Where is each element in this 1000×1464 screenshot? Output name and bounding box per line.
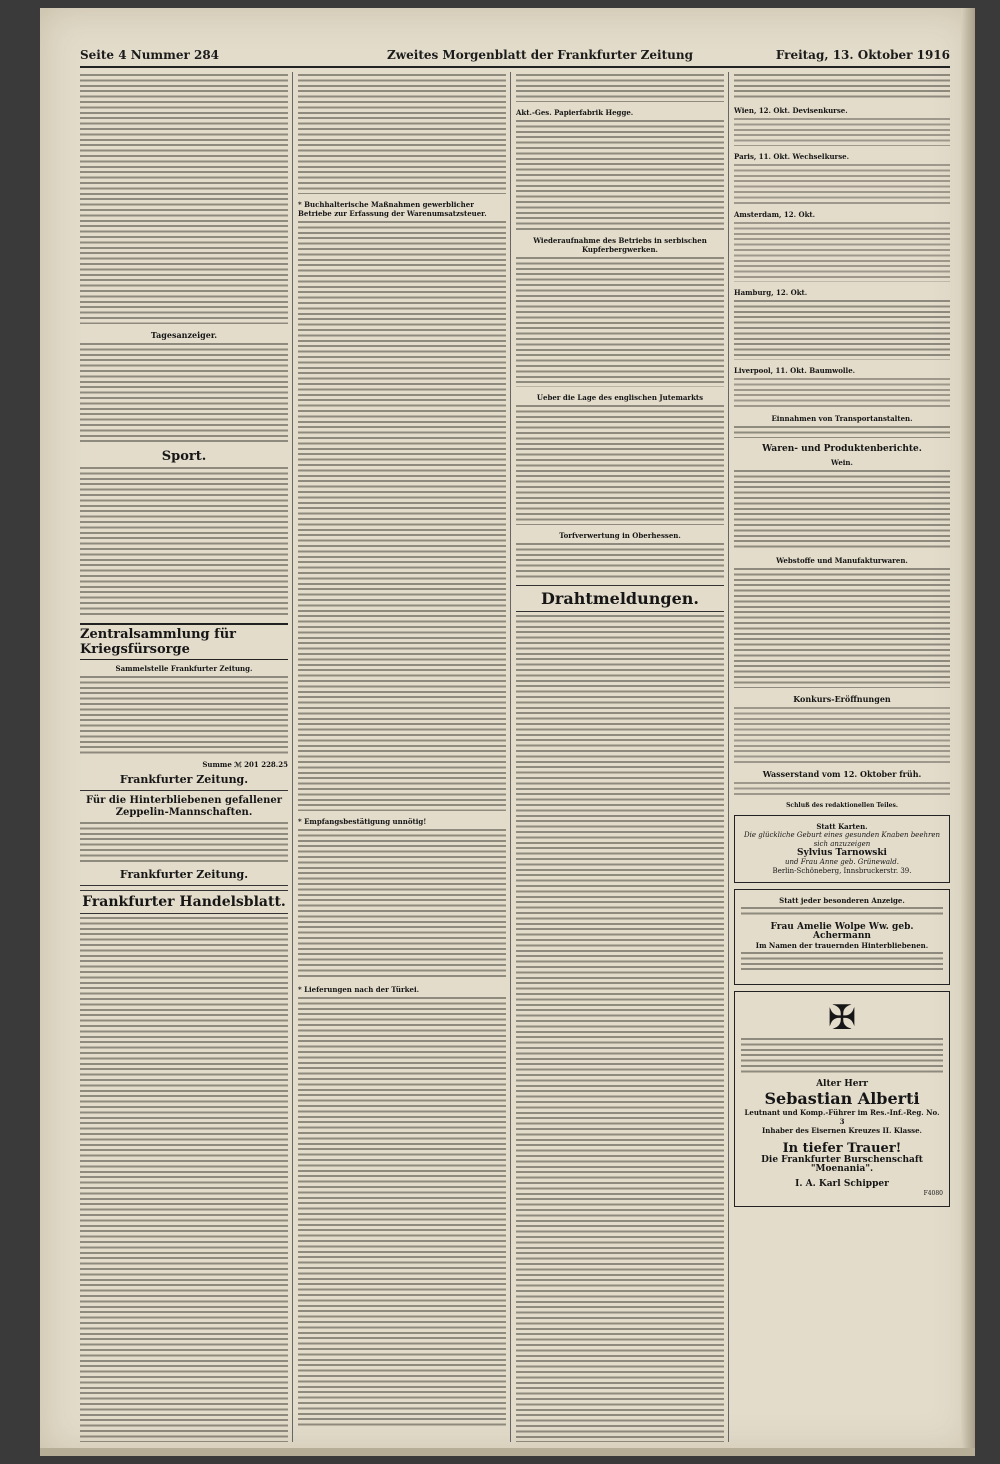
konkurs-table [734, 707, 950, 763]
column-rule [510, 72, 511, 1442]
column-rule [292, 72, 293, 1442]
iron-cross-icon: ✠ [827, 998, 857, 1038]
wien-heading: Wien, 12. Okt. Devisenkurse. [734, 106, 848, 115]
column-rule [728, 72, 729, 1442]
article-text [80, 822, 288, 862]
page-edge [961, 8, 975, 1456]
alberti-decoration: Inhaber des Eisernen Kreuzes II. Klasse. [762, 1126, 922, 1135]
schluss-line: Schluß des redaktionellen Teiles. [786, 802, 898, 809]
signatory: I. A. Karl Schipper [795, 1179, 889, 1189]
parent-wife: und Frau Anne geb. Grünewald. [784, 858, 900, 866]
article-text [516, 120, 724, 230]
article-text [516, 543, 724, 579]
article-text [516, 615, 724, 1442]
deceased-name: Frau Amelie Wolpe Ww. geb. Achermann [770, 922, 914, 941]
rates-table [734, 118, 950, 146]
birth-announcement [734, 815, 950, 883]
mourners-line: Im Namen der trauernden Hinterbliebenen. [755, 941, 929, 950]
oberhessen-heading: Torfverwertung in Oberhessen. [559, 531, 681, 540]
newspaper-page [40, 8, 975, 1456]
masthead-date: Freitag, 13. Oktober 1916 [775, 48, 950, 62]
article-text [734, 74, 950, 100]
ffz-signature: Frankfurter Zeitung. [119, 773, 249, 786]
article-text [80, 74, 288, 324]
statt-anzeige: Statt jeder besonderen Anzeige. [779, 896, 905, 905]
column-4 [734, 72, 950, 1442]
alberti-name: Sebastian Alberti [764, 1089, 920, 1108]
rates-table [734, 222, 950, 282]
masthead [80, 48, 950, 68]
hinterbliebene-heading: Für die Hinterbliebenen gefallener Zeppelin-Mannschaften. [85, 795, 283, 818]
papierfabrik-heading: Akt.-Ges. Papierfabrik Hegge. [516, 108, 634, 117]
webstoffe-heading: Webstoffe und Manufakturwaren. [776, 556, 908, 565]
article-text [516, 74, 724, 102]
article-text [516, 257, 724, 387]
wasserstand-heading: Wasserstand vom 12. Oktober früh. [762, 769, 922, 779]
death-announcement-alberti [734, 991, 950, 1207]
ad-text [741, 907, 943, 917]
article-text [80, 917, 288, 1442]
waren-heading: Waren- und Produktenberichte. [762, 444, 922, 454]
article-text [734, 300, 950, 360]
article-text [80, 343, 288, 443]
zentral-heading: Zentralsammlung für Kriegsfürsorge [80, 623, 288, 660]
burschenschaft: Die Frankfurter Burschenschaft [761, 1155, 923, 1165]
alter-herr: Alter Herr [816, 1079, 868, 1089]
handelsblatt-heading: Frankfurter Handelsblatt. [80, 890, 288, 914]
tagesanzeiger-heading: Tagesanzeiger. [150, 330, 218, 340]
birth-text: Die glückliche Geburt eines gesunden Knaben beehren sich anzuzeigen [744, 831, 940, 848]
buchhalterisch-heading: * Buchhalterische Maßnahmen gewerblicher Betriebe zur Erfassung der Warenumsatzsteuer. [298, 200, 487, 218]
alberti-rank: Leutnant und Komp.-Führer im Res.-Inf.-Reg. No. 3 [744, 1108, 940, 1126]
rates-table [734, 164, 950, 204]
liverpool-heading: Liverpool, 11. Okt. Baumwolle. [734, 366, 856, 375]
ffz-signature-2: Frankfurter Zeitung. [119, 868, 249, 881]
wasserstand-table [734, 782, 950, 796]
paris-heading: Paris, 11. Okt. Wechselkurse. [734, 152, 850, 161]
wein-heading: Wein. [831, 458, 853, 467]
ad-text [741, 1038, 943, 1074]
parent-name: Sylvius Tarnowski [797, 848, 887, 858]
divider [80, 885, 288, 886]
konkurs-heading: Konkurs-Eröffnungen [793, 694, 891, 704]
article-text [298, 74, 506, 194]
article-text [298, 997, 506, 1427]
article-text [298, 221, 506, 811]
lieferungen-heading: * Lieferungen nach der Türkei. [298, 985, 420, 994]
column-2 [298, 72, 506, 1442]
masthead-left: Seite 4 Nummer 284 [80, 48, 220, 62]
column-3 [516, 72, 724, 1442]
article-text [734, 568, 950, 688]
wiederaufnahme-heading: Wiederaufnahme des Betriebs in serbischen Kupferbergwerken. [533, 236, 707, 254]
page-bottom-edge [40, 1448, 975, 1456]
article-text [734, 470, 950, 550]
article-text [734, 426, 950, 438]
donor-list [80, 676, 288, 754]
drahtmeldungen-heading: Drahtmeldungen. [516, 585, 724, 612]
parent-address: Berlin-Schöneberg, Innsbruckerstr. 39. [772, 867, 912, 875]
trauer-line: In tiefer Trauer! [782, 1141, 902, 1156]
ad-text [741, 952, 943, 972]
hamburg-heading: Hamburg, 12. Okt. [734, 288, 808, 297]
article-text [298, 829, 506, 979]
column-1 [80, 72, 288, 1442]
death-announcement-wolpe [734, 889, 950, 985]
sport-heading: Sport. [161, 449, 207, 464]
moenania: "Moenania". [810, 1164, 874, 1174]
divider [80, 790, 288, 791]
statt-karten: Statt Karten. [816, 822, 868, 831]
ad-code: F4080 [923, 1190, 943, 1197]
einnahmen-heading: Einnahmen von Transportanstalten. [771, 414, 913, 423]
zentral-subheading: Sammelstelle Frankfurter Zeitung. [115, 664, 253, 673]
amsterdam-heading: Amsterdam, 12. Okt. [734, 210, 816, 219]
rates-table [734, 378, 950, 408]
summe-line: Summe ℳ 201 228.25 [202, 760, 288, 769]
masthead-title: Zweites Morgenblatt der Frankfurter Zeitung [387, 48, 693, 62]
jutemarkt-heading: Ueber die Lage des englischen Jutemarkts [536, 393, 704, 402]
article-text [80, 467, 288, 617]
empfang-heading: * Empfangsbestätigung unnötig! [298, 817, 427, 826]
article-text [516, 405, 724, 525]
